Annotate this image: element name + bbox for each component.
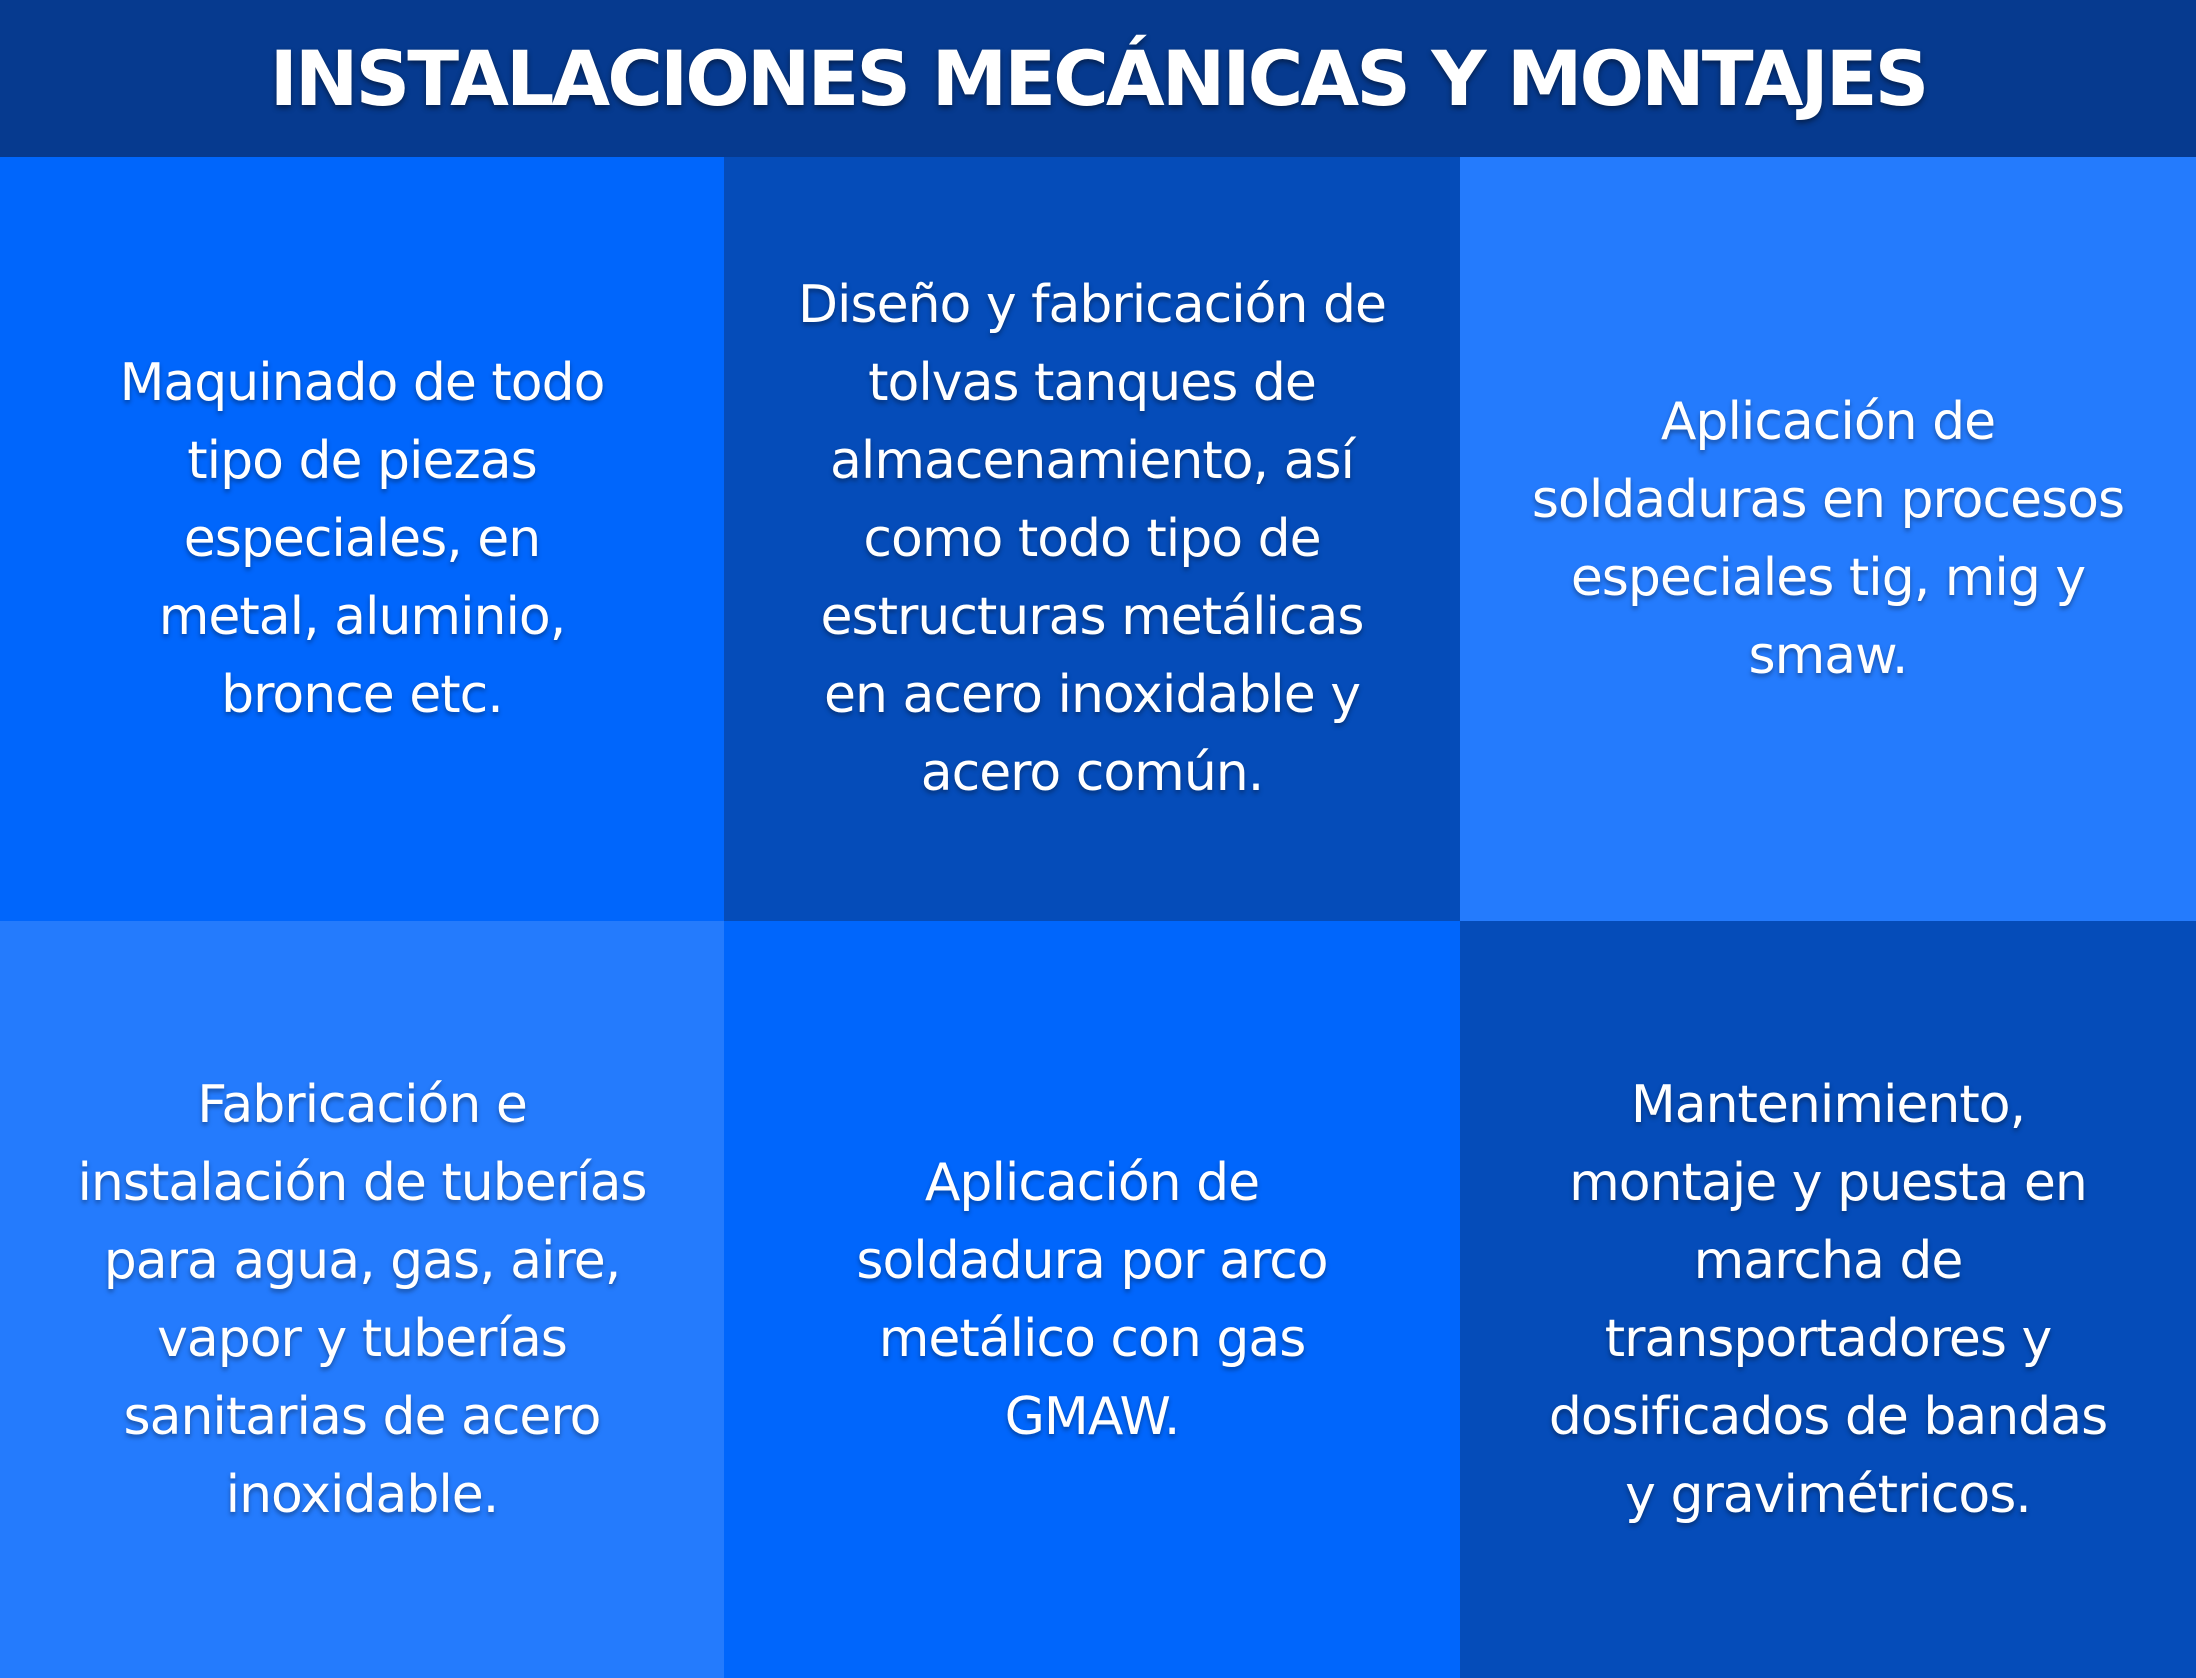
service-tile-special-welding (1460, 157, 2196, 921)
service-tile-machining (0, 157, 724, 921)
service-tile-gmaw-welding (724, 921, 1460, 1678)
service-text: Fabricación e instalación de tuberías para agua, gas, aire, vapor y tuberías sanitarias de acero inoxidable. (77, 1074, 647, 1525)
service-tile-tanks-structures (724, 157, 1460, 921)
service-text: Mantenimiento, montaje y puesta en marcha de transportadores y dosificados de bandas y gravimétricos. (1548, 1074, 2108, 1525)
service-tile-maintenance (1460, 921, 2196, 1678)
service-text: Aplicación de soldadura por arco metálico con gas GMAW. (856, 1152, 1328, 1447)
header-banner (0, 0, 2196, 157)
service-tile-piping (0, 921, 724, 1678)
service-text: Diseño y fabricación de tolvas tanques de almacenamiento, así como todo tipo de estructuras metálicas en acero inoxidable y acero común. (798, 275, 1386, 803)
service-text: Maquinado de todo tipo de piezas especiales, en metal, aluminio, bronce etc. (119, 353, 605, 725)
service-text: Aplicación de soldaduras en procesos especiales tig, mig y smaw. (1531, 392, 2125, 686)
services-grid (0, 157, 2196, 1678)
page-title: INSTALACIONES MECÁNICAS Y MONTAJES (269, 34, 1927, 123)
